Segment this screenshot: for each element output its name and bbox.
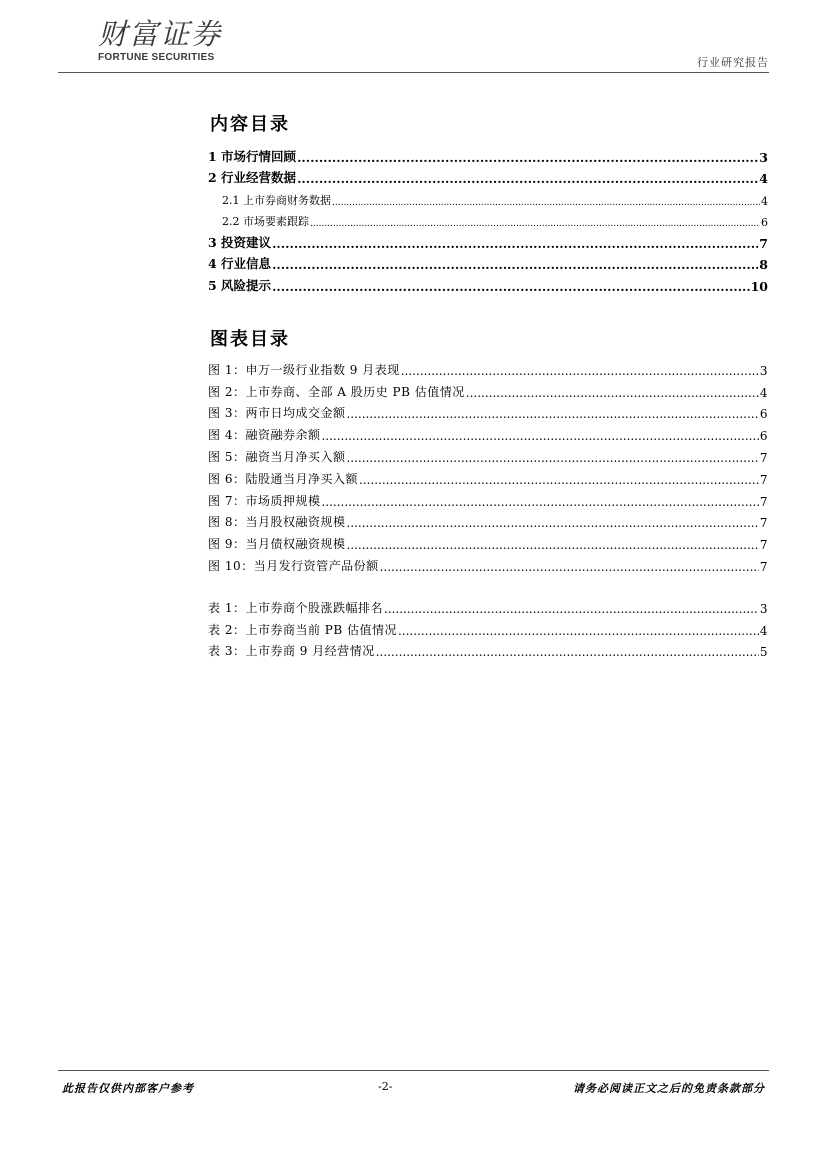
toc-entry-label: 3 投资建议 (208, 234, 272, 250)
toc-entry-label: 1 市场行情回顾 (208, 148, 297, 164)
page-number: -2- (378, 1080, 393, 1093)
toc-entry-page: 6 (759, 407, 768, 422)
toc-entry-label: 4 行业信息 (208, 256, 272, 271)
toc-dot-leader (401, 364, 759, 378)
toc-entry-label: 5 风险提示 (208, 277, 272, 293)
toc-entry[interactable] (208, 378, 768, 400)
toc-entry-label: 表 3：上市券商 9 月经营情况 (208, 644, 375, 659)
toc-entry-label: 图 8：当月股权融资规模 (208, 515, 346, 530)
contents-list (208, 143, 768, 294)
toc-entry-label: 图 5：融资当月净买入额 (208, 449, 346, 464)
toc-entry[interactable] (208, 208, 768, 230)
toc-entry[interactable] (208, 272, 768, 294)
toc-entry-page: 7 (759, 450, 768, 465)
contents-title: 内容目录 (210, 114, 290, 135)
toc-dot-leader (376, 645, 759, 659)
toc-entry-page: 3 (759, 601, 768, 616)
toc-entry[interactable] (208, 552, 768, 574)
toc-dot-leader (384, 602, 759, 616)
toc-dot-leader (359, 473, 759, 487)
toc-entry-page: 7 (759, 472, 768, 487)
toc-entry-page: 7 (759, 559, 768, 574)
company-logo (98, 18, 248, 63)
toc-entry-page: 10 (750, 278, 768, 294)
toc-entry[interactable] (208, 143, 768, 165)
toc-entry-label: 2.2 市场要素跟踪 (222, 215, 309, 228)
toc-dot-leader (346, 451, 758, 465)
figures-list (208, 356, 768, 574)
toc-entry-page: 7 (759, 494, 768, 509)
toc-entry[interactable] (208, 400, 768, 422)
toc-dot-leader (272, 236, 758, 251)
header-divider (58, 72, 769, 73)
toc-entry-label: 图 3：两市日均成交金额 (208, 406, 346, 421)
toc-dot-leader (346, 407, 758, 421)
toc-entry-label: 图 4：融资融券余额 (208, 428, 321, 443)
toc-entry-page: 4 (761, 194, 768, 208)
toc-entry-label: 图 9：当月债权融资规模 (208, 537, 346, 552)
toc-dot-leader (272, 257, 758, 272)
toc-entry[interactable] (208, 616, 768, 638)
toc-entry-page: 6 (759, 429, 768, 444)
footer-divider (58, 1070, 769, 1071)
toc-entry-label: 图 10：当月发行资管产品份额 (208, 558, 379, 573)
toc-dot-leader (332, 198, 760, 208)
toc-entry-label: 2.1 上市券商财务数据 (222, 193, 331, 207)
report-type-label: 行业研究报告 (697, 56, 769, 69)
toc-dot-leader (297, 150, 758, 165)
toc-entry[interactable] (208, 251, 768, 273)
toc-entry[interactable] (208, 356, 768, 378)
toc-dot-leader (321, 495, 758, 509)
footer-disclaimer-left: 此报告仅供内部客户参考 (62, 1082, 194, 1095)
toc-entry[interactable] (208, 594, 768, 616)
logo-chinese-text: 财富证券 (98, 17, 223, 51)
toc-entry-label: 图 1：申万一级行业指数 9 月表现 (208, 362, 400, 377)
toc-entry-page: 3 (759, 363, 768, 378)
toc-entry-page: 4 (759, 171, 768, 186)
logo-english-text: FORTUNE SECURITIES (98, 52, 215, 63)
toc-entry-page: 6 (761, 216, 768, 229)
tables-list (208, 594, 768, 659)
toc-dot-leader (297, 171, 758, 186)
toc-entry-page: 8 (759, 257, 768, 272)
toc-entry[interactable] (208, 421, 768, 443)
toc-entry-label: 2 行业经营数据 (208, 170, 297, 185)
toc-entry[interactable] (208, 530, 768, 552)
toc-entry-label: 表 2：上市券商当前 PB 估值情况 (208, 622, 397, 637)
toc-entry-page: 7 (759, 538, 768, 553)
toc-entry-label: 表 1：上市券商个股涨跌幅排名 (208, 600, 383, 615)
toc-entry[interactable] (208, 638, 768, 660)
toc-dot-leader (346, 516, 758, 530)
toc-entry-page: 7 (759, 235, 768, 251)
toc-entry-page: 4 (759, 623, 768, 638)
toc-entry[interactable] (208, 165, 768, 187)
toc-entry-label: 图 7：市场质押规模 (208, 493, 321, 508)
toc-entry[interactable] (208, 465, 768, 487)
toc-entry-label: 图 6：陆股通当月净买入额 (208, 471, 358, 486)
toc-entry-page: 4 (759, 385, 768, 400)
toc-dot-leader (380, 560, 759, 574)
toc-entry[interactable] (208, 509, 768, 531)
footer-disclaimer-right: 请务必阅读正文之后的免责条款部分 (573, 1082, 765, 1095)
toc-entry[interactable] (208, 487, 768, 509)
toc-entry-page: 7 (759, 516, 768, 531)
toc-entry-page: 3 (759, 149, 768, 165)
toc-entry-label: 图 2：上市券商、全部 A 股历史 PB 估值情况 (208, 384, 465, 399)
toc-dot-leader (321, 429, 758, 443)
toc-dot-leader (346, 538, 758, 552)
toc-entry[interactable] (208, 229, 768, 251)
toc-dot-leader (310, 219, 760, 229)
toc-dot-leader (272, 279, 750, 294)
toc-dot-leader (466, 386, 759, 400)
toc-entry[interactable] (208, 443, 768, 465)
toc-entry-page: 5 (759, 645, 768, 660)
toc-entry[interactable] (208, 186, 768, 208)
figures-title: 图表目录 (210, 329, 290, 350)
toc-dot-leader (398, 624, 759, 638)
